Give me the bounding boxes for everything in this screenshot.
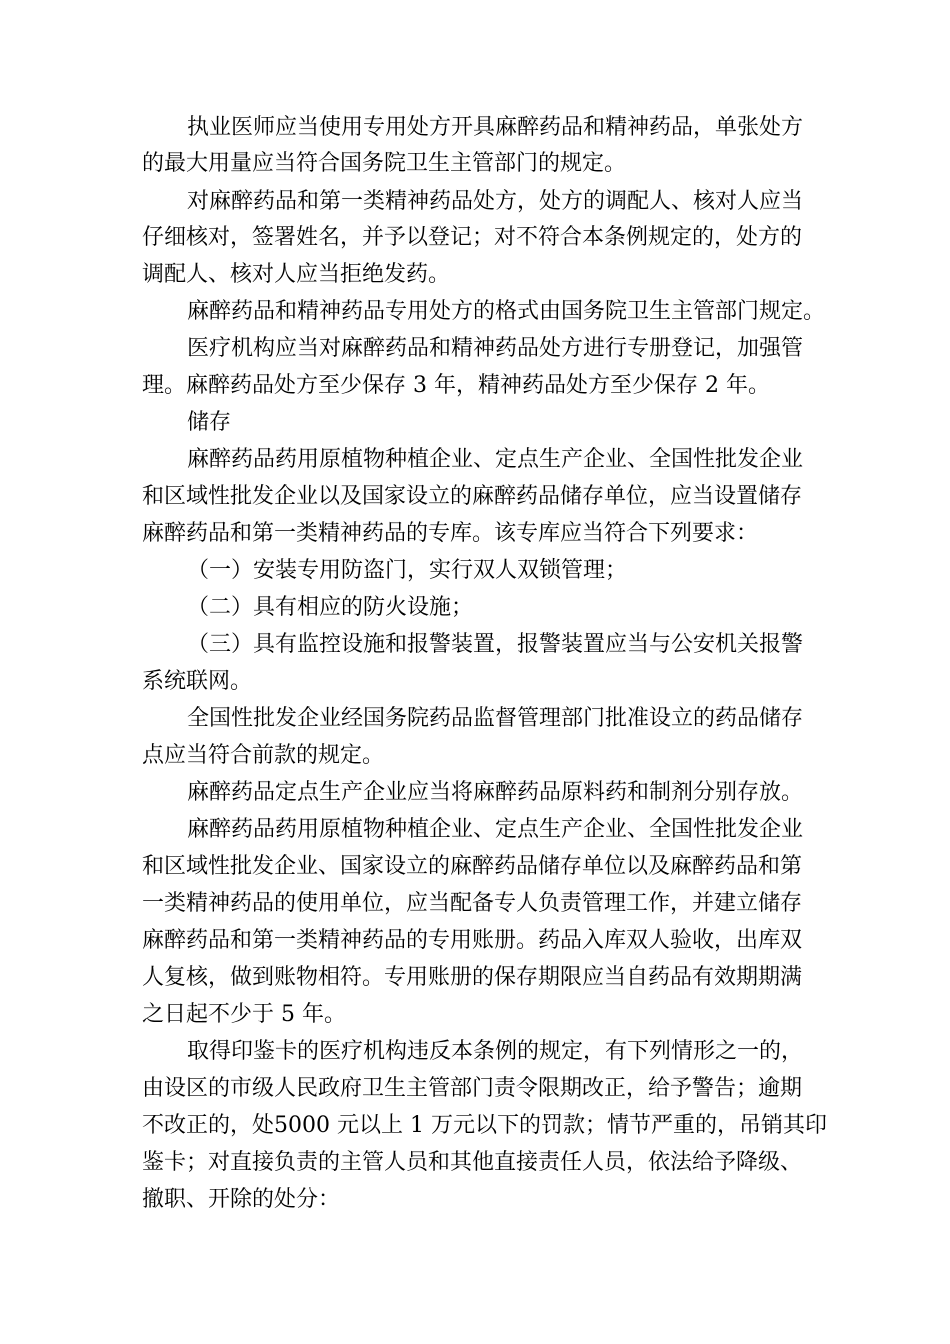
text-line: 由设区的市级人民政府卫生主管部门责令限期改正，给予警告；逾期 [142, 1076, 803, 1101]
section-heading: 储存 [187, 410, 232, 435]
text-line: 对麻醉药品和第一类精神药品处方，处方的调配人、核对人应当 [187, 189, 804, 214]
text-line: 执业医师应当使用专用处方开具麻醉药品和精神药品，单张处方 [187, 115, 804, 140]
text-line: 麻醉药品和第一类精神药品的专库。该专库应当符合下列要求： [142, 521, 759, 546]
text-line: 不改正的，处5000 元以上 1 万元以下的罚款；情节严重的，吊销其印 [142, 1113, 827, 1138]
text-line: 理。麻醉药品处方至少保存 3 年，精神药品处方至少保存 2 年。 [142, 373, 770, 398]
text-line: 医疗机构应当对麻醉药品和精神药品处方进行专册登记，加强管 [187, 336, 804, 361]
text-line: 和区域性批发企业以及国家设立的麻醉药品储存单位，应当设置储存 [142, 484, 803, 509]
text-line: 鉴卡；对直接负责的主管人员和其他直接责任人员，依法给予降级、 [142, 1150, 803, 1175]
list-item: （一）安装专用防盗门，实行双人双锁管理； [187, 558, 628, 583]
list-item: （二）具有相应的防火设施； [187, 595, 474, 620]
text-line: 撤职、开除的处分： [142, 1187, 341, 1212]
text-line: 麻醉药品药用原植物种植企业、定点生产企业、全国性批发企业 [187, 817, 804, 842]
text-line: 人复核，做到账物相符。专用账册的保存期限应当自药品有效期期满 [142, 965, 803, 990]
text-line: 之日起不少于 5 年。 [142, 1002, 346, 1027]
text-line: 仔细核对，签署姓名，并予以登记；对不符合本条例规定的，处方的 [142, 225, 803, 250]
text-line: 取得印鉴卡的医疗机构违反本条例的规定，有下列情形之一的， [187, 1039, 804, 1064]
list-item: （三）具有监控设施和报警装置，报警装置应当与公安机关报警 [187, 632, 804, 657]
text-line: 麻醉药品药用原植物种植企业、定点生产企业、全国性批发企业 [187, 447, 804, 472]
text-line: 和区域性批发企业、国家设立的麻醉药品储存单位以及麻醉药品和第 [142, 854, 803, 879]
text-line: 的最大用量应当符合国务院卫生主管部门的规定。 [142, 151, 627, 176]
text-line: 点应当符合前款的规定。 [142, 743, 385, 768]
text-line: 系统联网。 [142, 669, 253, 694]
text-line: 麻醉药品和第一类精神药品的专用账册。药品入库双人验收，出库双 [142, 928, 803, 953]
text-line: 麻醉药品和精神药品专用处方的格式由国务院卫生主管部门规定。 [187, 299, 826, 324]
text-line: 调配人、核对人应当拒绝发药。 [142, 262, 451, 287]
text-line: 全国性批发企业经国务院药品监督管理部门批准设立的药品储存 [187, 706, 804, 731]
text-line: 一类精神药品的使用单位，应当配备专人负责管理工作，并建立储存 [142, 891, 803, 916]
text-line: 麻醉药品定点生产企业应当将麻醉药品原料药和制剂分别存放。 [187, 780, 804, 805]
